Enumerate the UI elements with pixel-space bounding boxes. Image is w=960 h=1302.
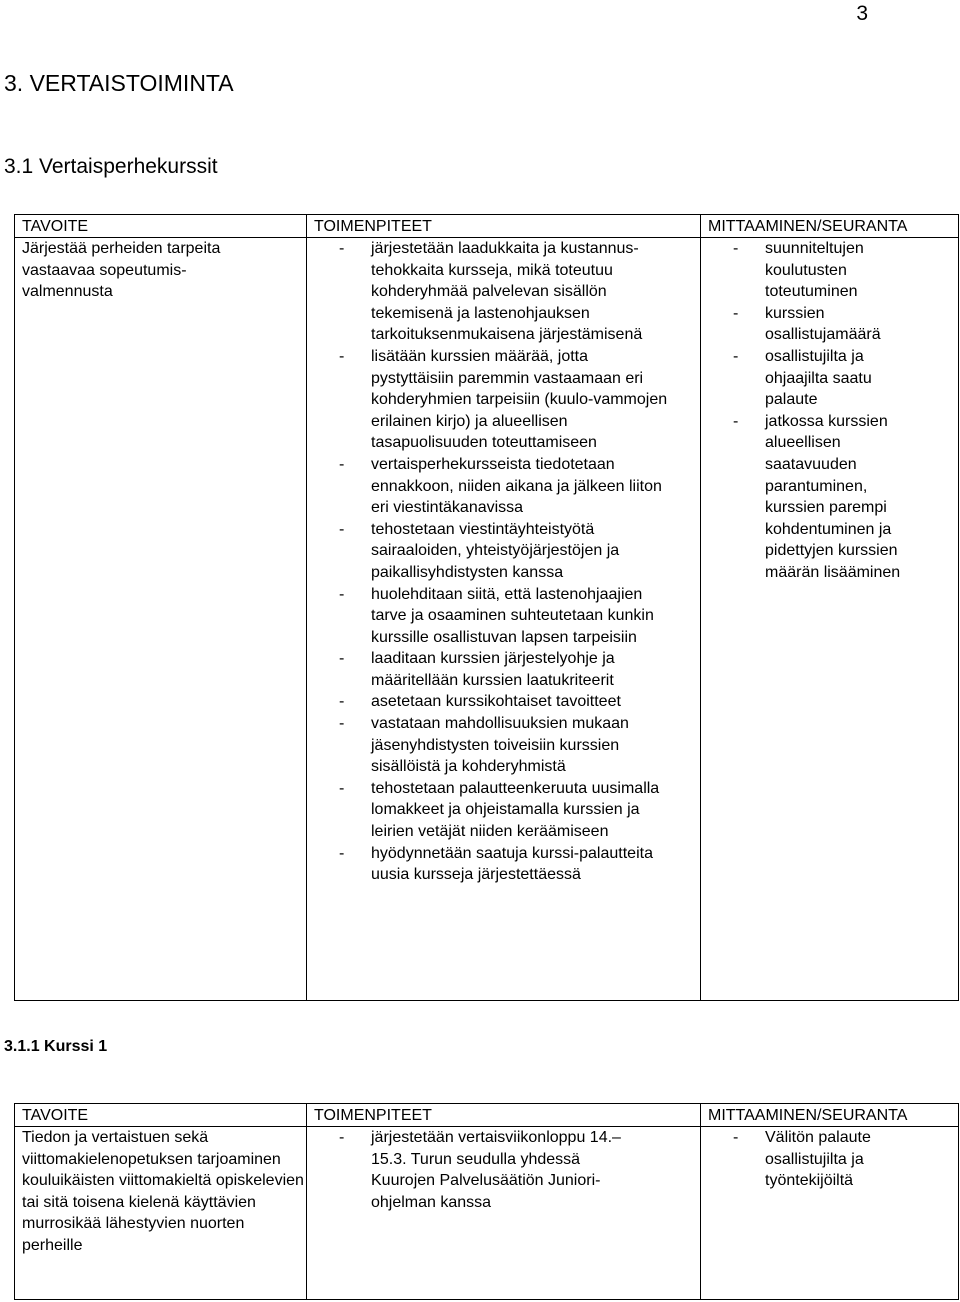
measures-cell <box>701 238 959 1001</box>
table-header-row <box>15 1104 959 1127</box>
table-row <box>15 1127 959 1300</box>
list-item: - osallistujilta ja ohjaajilta saatu palaute <box>733 346 903 411</box>
subsubsection-heading: 3.1.1 Kurssi 1 <box>4 1038 108 1055</box>
column-header-goal: TAVOITE <box>15 215 307 238</box>
list-item: - kurssien osallistujamäärä <box>733 303 903 346</box>
measures-cell <box>701 1127 959 1300</box>
column-header-measures: MITTAAMINEN/SEURANTA <box>701 1104 959 1127</box>
column-header-actions: TOIMENPITEET <box>307 215 701 238</box>
goal-cell <box>15 1127 307 1300</box>
list-item: - suunniteltujen koulutusten toteutuminen <box>733 238 903 303</box>
goal-text: Tiedon ja vertaistuen sekä viittomakielenopetuksen tarjoaminen kouluikäisten viittomakieltä opiskelevien tai sitä toisena kielenä käyttävien murrosikää lähestyvien nuorten perheille <box>22 1129 304 1254</box>
actions-list <box>314 238 669 886</box>
actions-list <box>314 1127 639 1213</box>
plan-table-vertaisperhekurssit <box>14 214 959 1001</box>
list-item: - lisätään kurssien määrää, jotta pystyttäisiin paremmin vastaamaan eri kohderyhmien tarpeisiin (kuulo-vammojen erilainen kirjo) ja alueellisen tasapuolisuuden toteuttamiseen <box>339 346 669 454</box>
list-item: - tehostetaan viestintäyhteistyötä sairaaloiden, yhteistyöjärjestöjen ja paikallisyhdistysten kanssa <box>339 519 669 584</box>
measures-list <box>708 238 903 584</box>
list-item: - hyödynnetään saatuja kurssi-palautteita uusia kursseja järjestettäessä <box>339 843 669 886</box>
column-header-actions: TOIMENPITEET <box>307 1104 701 1127</box>
list-item: - järjestetään vertaisviikonloppu 14.–15.3. Turun seudulla yhdessä Kuurojen Palvelusäätiön Juniori-ohjelman kanssa <box>339 1127 639 1213</box>
table-header-row <box>15 215 959 238</box>
list-item: - vastataan mahdollisuuksien mukaan jäsenyhdistysten toiveisiin kurssien sisällöistä ja kohderyhmistä <box>339 713 669 778</box>
list-item: - vertaisperhekursseista tiedotetaan ennakkoon, niiden aikana ja jälkeen liiton eri viestintäkanavissa <box>339 454 669 519</box>
section-heading: 3. VERTAISTOIMINTA <box>4 70 234 96</box>
list-item: - huolehditaan siitä, että lastenohjaajien tarve ja osaaminen suhteutetaan kunkin kurssille osallistuvan lapsen tarpeisiin <box>339 584 669 649</box>
plan-table-kurssi-1 <box>14 1103 959 1300</box>
list-item: - järjestetään laadukkaita ja kustannus-tehokkaita kursseja, mikä toteutuu kohderyhmää palvelevan sisällön tekemisenä ja lastenohjauksen tarkoituksenmukaisena järjestämisenä <box>339 238 669 346</box>
list-item: - tehostetaan palautteenkeruuta uusimalla lomakkeet ja ohjeistamalla kurssien ja leirien vetäjät niiden keräämiseen <box>339 778 669 843</box>
page-number: 3 <box>856 2 868 25</box>
list-item: - Välitön palaute osallistujilta ja työntekijöiltä <box>733 1127 873 1192</box>
actions-cell <box>307 238 701 1001</box>
list-item: - laaditaan kurssien järjestelyohje ja määritellään kurssien laatukriteerit <box>339 648 669 691</box>
actions-cell <box>307 1127 701 1300</box>
table-row <box>15 238 959 1001</box>
subsection-heading: 3.1 Vertaisperhekurssit <box>4 155 218 178</box>
measures-list <box>708 1127 873 1192</box>
list-item: - jatkossa kurssien alueellisen saatavuuden parantuminen, kurssien parempi kohdentuminen ja pidettyjen kurssien määrän lisääminen <box>733 411 903 584</box>
goal-text: Järjestää perheiden tarpeita vastaavaa sopeutumis-valmennusta <box>22 240 221 301</box>
column-header-measures: MITTAAMINEN/SEURANTA <box>701 215 959 238</box>
list-item: - asetetaan kurssikohtaiset tavoitteet <box>339 691 669 713</box>
goal-cell <box>15 238 307 1001</box>
column-header-goal: TAVOITE <box>15 1104 307 1127</box>
